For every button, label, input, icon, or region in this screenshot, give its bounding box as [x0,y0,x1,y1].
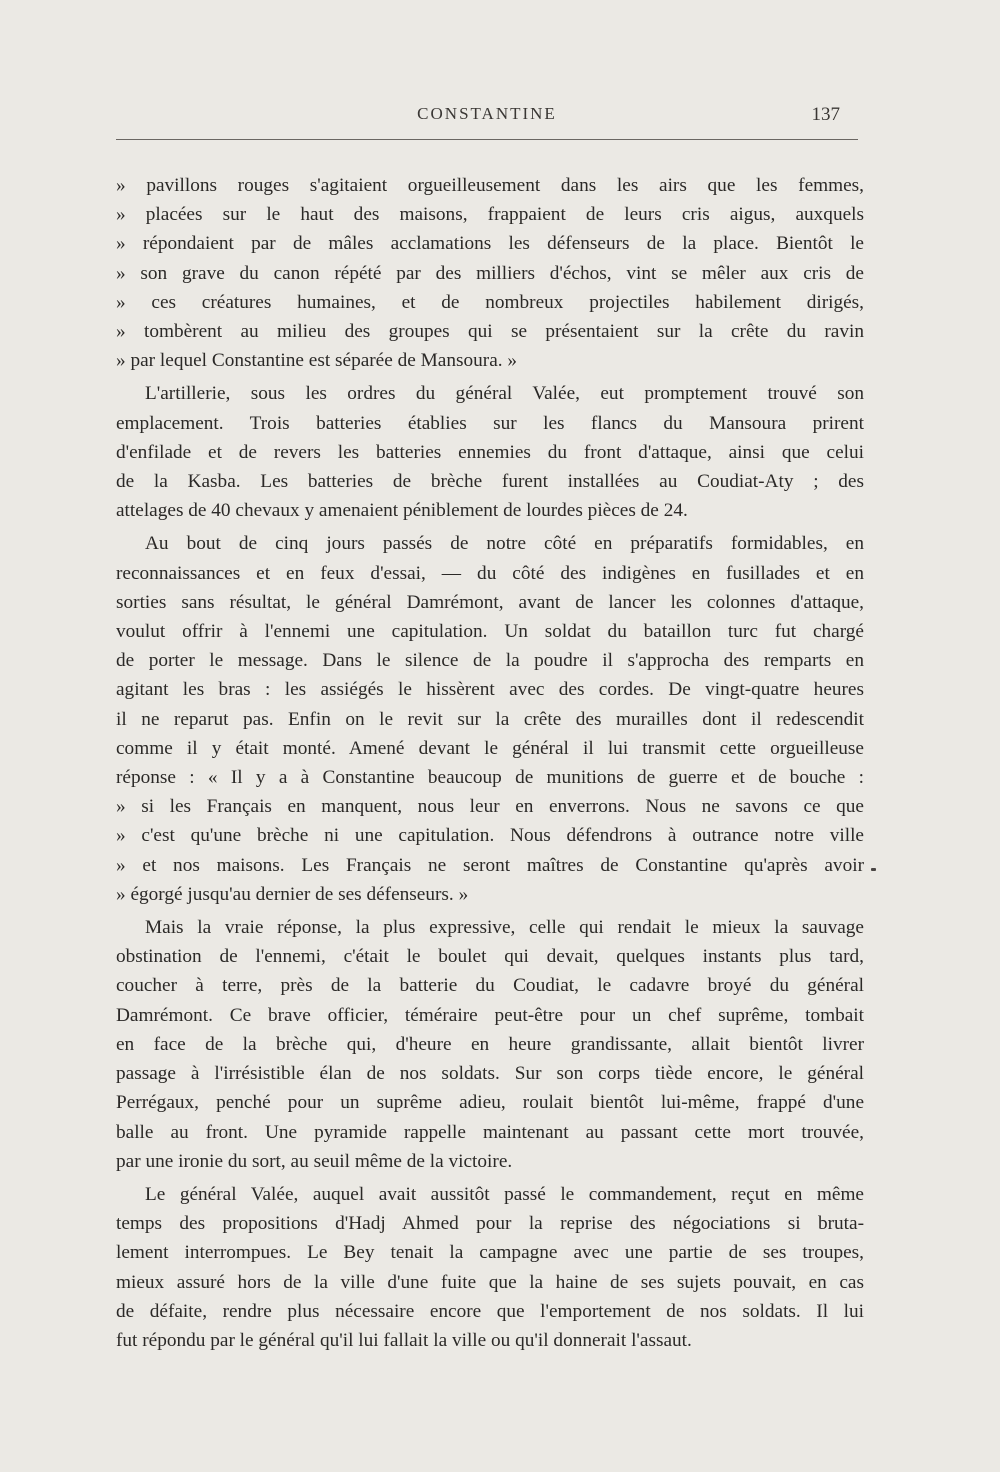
text-line: comme il y était monté. Amené devant le général il lui transmit cette orgueilleuse [116,737,864,759]
text-line: fut répondu par le général qu'il lui fallait la ville ou qu'il donnerait l'assaut. [116,1329,692,1351]
text-line: Au bout de cinq jours passés de notre côté en préparatifs formidables, en [145,533,864,555]
text-line: lement interrompues. Le Bey tenait la campagne avec une partie de ses troupes, [116,1242,864,1264]
text-line: d'enfilade et de revers les batteries ennemies du front d'attaque, ainsi que celui [116,441,864,463]
text-line: sorties sans résultat, le général Damrémont, avant de lancer les colonnes d'attaque, [116,591,864,613]
text-line: il ne reparut pas. Enfin on le revit sur la crête des murailles dont il redescendit [116,708,864,730]
text-line: mieux assuré hors de la ville d'une fuite que la haine de ses sujets pouvait, en cas [116,1271,864,1293]
text-line: attelages de 40 chevaux y amenaient péniblement de lourdes pièces de 24. [116,500,688,522]
text-line: » placées sur le haut des maisons, frappaient de leurs cris aigus, auxquels [116,204,864,226]
text-line: par une ironie du sort, au seuil même de la victoire. [116,1150,513,1172]
ink-speck [871,868,876,871]
text-line: » tombèrent au milieu des groupes qui se présentaient sur la crête du ravin [116,321,864,343]
text-line: temps des propositions d'Hadj Ahmed pour la reprise des négociations si bruta- [116,1213,864,1235]
text-line: obstination de l'ennemi, c'était le boulet qui devait, quelques instants plus tard, [116,946,864,968]
text-line: » ces créatures humaines, et de nombreux projectiles habilement dirigés, [116,291,864,313]
text-line: Damrémont. Ce brave officier, téméraire peut-être pour un chef suprême, tombait [116,1004,864,1026]
text-line: » son grave du canon répété par des milliers d'échos, vint se mêler aux cris de [116,262,864,284]
text-line: réponse : « Il y a à Constantine beaucoup de munitions de guerre et de bouche : [116,767,864,789]
text-line: emplacement. Trois batteries établies sur les flancs du Mansoura prirent [116,412,864,434]
text-line: » répondaient par de mâles acclamations les défenseurs de la place. Bientôt le [116,233,864,255]
running-title: CONSTANTINE [417,104,557,123]
text-line: agitant les bras : les assiégés le hissèrent avec des cordes. De vingt-quatre heures [116,679,864,701]
text-line: balle au front. Une pyramide rappelle maintenant au passant cette mort trouvée, [116,1121,864,1143]
text-line: passage à l'irrésistible élan de nos soldats. Sur son corps tiède encore, le général [116,1063,864,1085]
text-line: L'artillerie, sous les ordres du général Valée, eut promptement trouvé son [145,383,864,405]
text-line: voulut offrir à l'ennemi une capitulation. Un soldat du bataillon turc fut chargé [116,621,864,643]
text-line: » et nos maisons. Les Français ne seront maîtres de Constantine qu'après avoir [116,854,864,876]
text-line: Le général Valée, auquel avait aussitôt passé le commandement, reçut en même [145,1183,864,1205]
text-line: en face de la brèche qui, d'heure en heure grandissante, allait bientôt livrer [116,1033,864,1055]
header-rule [116,139,858,140]
text-line: de défaite, rendre plus nécessaire encore que l'emportement de nos soldats. Il lui [116,1300,864,1322]
text-line: Mais la vraie réponse, la plus expressive, celle qui rendait le mieux la sauvage [145,917,864,939]
text-line: » par lequel Constantine est séparée de Mansoura. » [116,350,518,372]
text-line: » égorgé jusqu'au dernier de ses défenseurs. » [116,883,469,905]
text-line: » pavillons rouges s'agitaient orgueilleusement dans les airs que les femmes, [116,175,864,196]
body-text [116,171,864,1355]
page-number: 137 [811,104,840,125]
text-line: de la Kasba. Les batteries de brèche furent installées au Coudiat-Aty ; des [116,471,864,493]
text-line: Perrégaux, penché pour un suprême adieu, roulait bientôt lui-même, frappé d'une [116,1092,864,1114]
text-line: reconnaissances et en feux d'essai, — du côté des indigènes en fusillades et en [116,562,864,584]
text-line: » c'est qu'une brèche ni une capitulation. Nous défendrons à outrance notre ville [116,825,864,847]
text-line: de porter le message. Dans le silence de la poudre il s'approcha des remparts en [116,650,864,672]
text-line: » si les Français en manquent, nous leur en enverrons. Nous ne savons ce que [116,796,864,818]
page-header [116,100,858,130]
text-line: coucher à terre, près de la batterie du Coudiat, le cadavre broyé du général [116,975,864,997]
